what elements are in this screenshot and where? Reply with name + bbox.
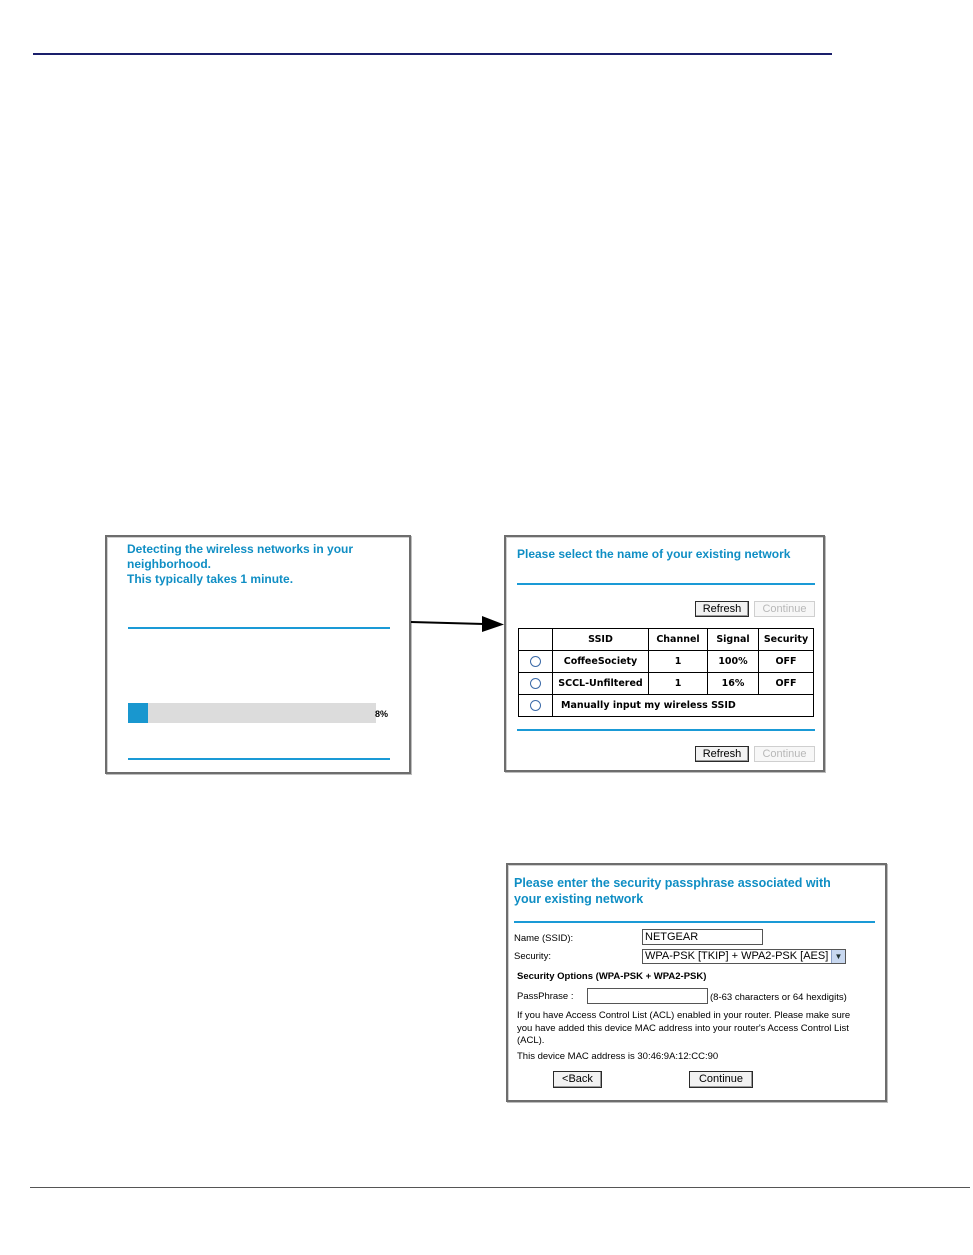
column-header-channel: Channel — [649, 629, 708, 651]
detect-rule-bottom — [128, 758, 390, 760]
manual-ssid-radio[interactable] — [530, 700, 541, 711]
continue-button[interactable]: Continue — [689, 1071, 753, 1088]
passphrase-title — [514, 875, 831, 907]
network-radio[interactable] — [530, 678, 541, 689]
ssid-input[interactable]: NETGEAR — [642, 929, 763, 945]
detect-rule-top — [128, 627, 390, 629]
network-table — [518, 628, 814, 717]
select-title: Please select the name of your existing network — [517, 547, 791, 561]
security-label: Security: — [514, 951, 551, 962]
select-rule-top — [517, 583, 815, 585]
passphrase-label: PassPhrase : — [517, 991, 574, 1002]
continue-button-top[interactable]: Continue — [754, 601, 815, 617]
manual-ssid-label: Manually input my wireless SSID — [553, 695, 814, 717]
column-header-ssid: SSID — [553, 629, 649, 651]
column-header-signal: Signal — [708, 629, 759, 651]
passphrase-rule — [514, 921, 875, 923]
signal-cell: 16% — [708, 673, 759, 695]
header-rule — [33, 53, 832, 55]
passphrase-title-line2: your existing network — [514, 892, 644, 906]
security-select-value: WPA-PSK [TKIP] + WPA2-PSK [AES] — [645, 950, 829, 962]
detect-panel — [105, 535, 411, 774]
ssid-cell: CoffeeSociety — [553, 651, 649, 673]
radio-column-header — [519, 629, 553, 651]
security-options-heading: Security Options (WPA-PSK + WPA2-PSK) — [517, 971, 707, 982]
table-row — [519, 673, 814, 695]
refresh-button-bottom[interactable]: Refresh — [695, 746, 749, 762]
select-rule-bottom — [517, 729, 815, 731]
channel-cell: 1 — [649, 673, 708, 695]
chevron-down-icon[interactable]: ▼ — [831, 950, 845, 963]
detect-title-line1: Detecting the wireless networks in your — [127, 542, 354, 556]
footer-rule — [30, 1187, 970, 1188]
table-header-row — [519, 629, 814, 651]
refresh-button-top[interactable]: Refresh — [695, 601, 749, 617]
security-cell: OFF — [759, 673, 814, 695]
back-button[interactable]: <Back — [553, 1071, 602, 1088]
progress-fill — [128, 703, 148, 723]
network-radio[interactable] — [530, 656, 541, 667]
table-row — [519, 651, 814, 673]
security-cell: OFF — [759, 651, 814, 673]
continue-button-bottom[interactable]: Continue — [754, 746, 815, 762]
passphrase-input[interactable] — [587, 988, 708, 1004]
passphrase-hint: (8-63 characters or 64 hexdigits) — [710, 992, 847, 1003]
table-row — [519, 695, 814, 717]
detect-title-line3: This typically takes 1 minute. — [127, 572, 294, 586]
mac-address-text: This device MAC address is 30:46:9A:12:CC:90 — [517, 1051, 719, 1062]
signal-cell: 100% — [708, 651, 759, 673]
progress-label: 8% — [375, 709, 389, 719]
channel-cell: 1 — [649, 651, 708, 673]
passphrase-panel — [506, 863, 887, 1102]
acl-notice — [517, 1010, 850, 1048]
detect-title — [127, 542, 353, 587]
detect-title-line2: neighborhood. — [127, 557, 211, 571]
arrow-icon — [410, 612, 506, 638]
ssid-label: Name (SSID): — [514, 933, 574, 944]
acl-notice-line3: (ACL). — [517, 1035, 545, 1046]
select-network-panel — [504, 535, 825, 772]
acl-notice-line1: If you have Access Control List (ACL) enabled in your router. Please make sure — [517, 1010, 851, 1021]
column-header-security: Security — [759, 629, 814, 651]
acl-notice-line2: you have added this device MAC address into your router's Access Control List — [517, 1022, 849, 1034]
passphrase-title-line1: Please enter the security passphrase associated with — [514, 876, 831, 890]
progress-bar — [128, 703, 376, 723]
security-select[interactable] — [642, 949, 846, 964]
ssid-cell: SCCL-Unfiltered — [553, 673, 649, 695]
